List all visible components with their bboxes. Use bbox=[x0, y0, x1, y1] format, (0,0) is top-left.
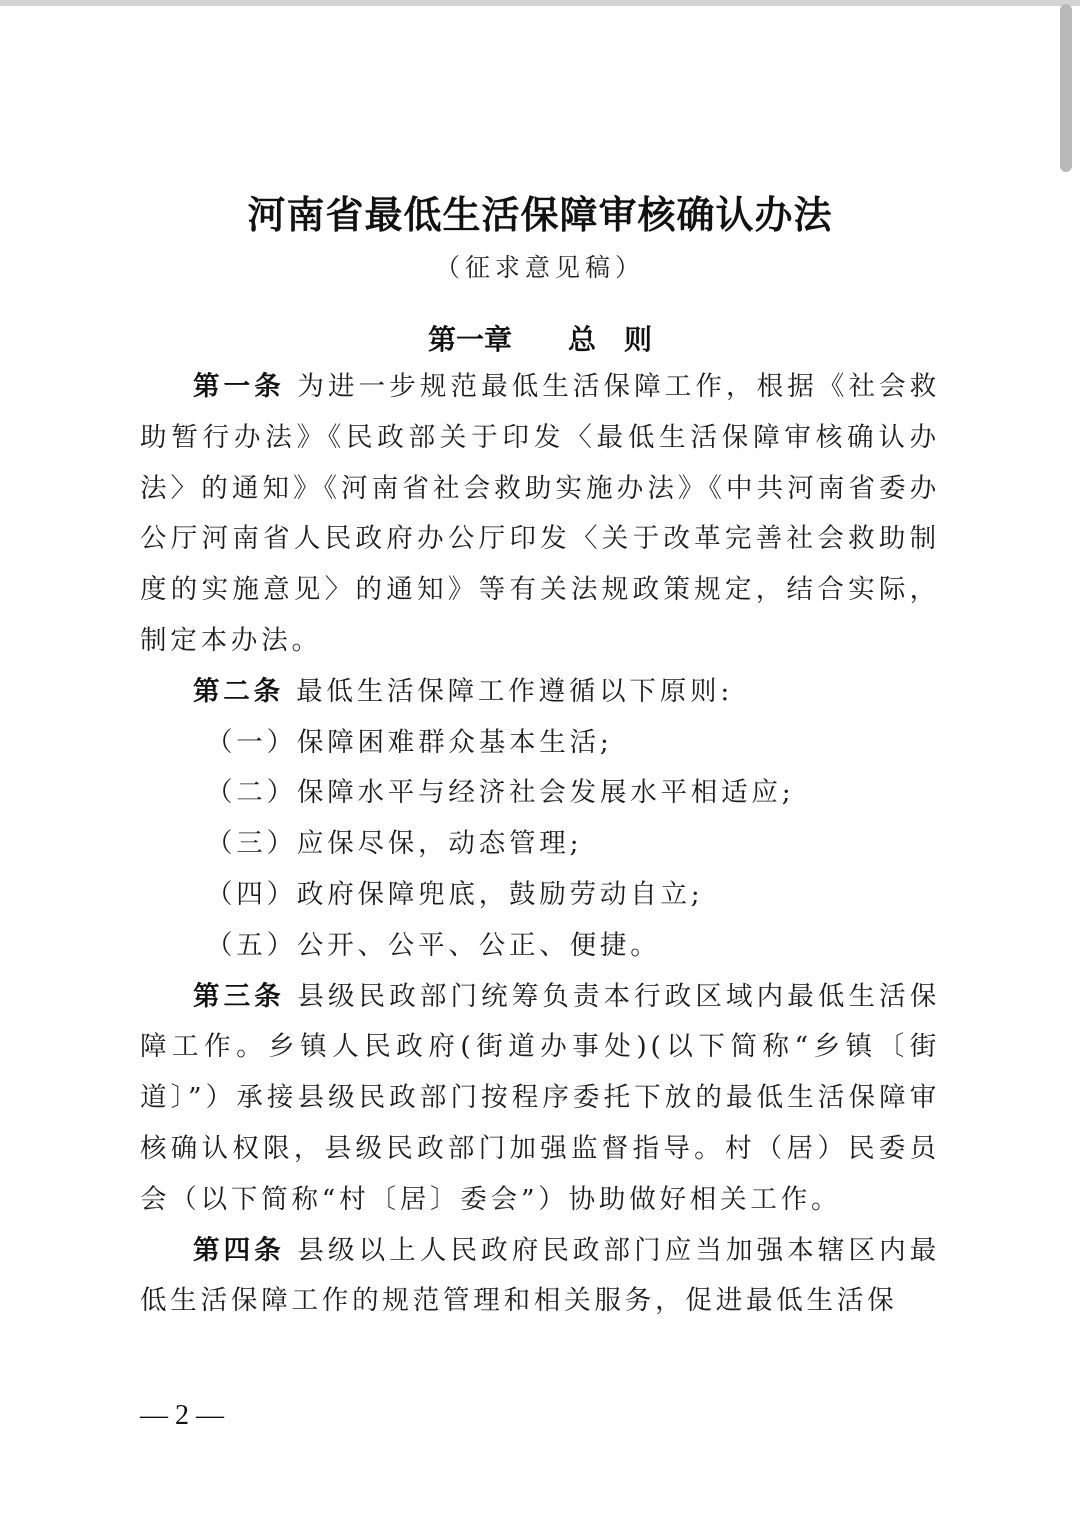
principle-item: （五）公开、公平、公正、便捷。 bbox=[206, 929, 661, 961]
principle-item: （四）政府保障兜底，鼓励劳动自立; bbox=[206, 878, 704, 910]
principle-item: （三）应保尽保，动态管理; bbox=[206, 828, 583, 860]
chapter-heading: 第一章 总 则 bbox=[427, 323, 652, 356]
document-body bbox=[140, 362, 940, 1327]
principle-item: （一）保障困难群众基本生活; bbox=[206, 726, 613, 758]
article-text: 最低生活保障工作遵循以下原则: bbox=[283, 675, 734, 707]
scrollbar-thumb[interactable] bbox=[1060, 4, 1072, 172]
article-text: 为进一步规范最低生活保障工作，根据《社会救助暂行办法》《民政部关于印发〈最低生活保障审核确认办法〉的通知》《河南省社会救助实施办法》《中共河南省委办公厅河南省人民政府办公厅印发〈关于改革完善社会救助制度的实施意见〉的通知》等有关法规政策规定，结合实际，制定本办法。 bbox=[140, 371, 940, 656]
article-text: 县级以上人民政府民政部门应当加强本辖区内最低生活保障工作的规范管理和相关服务，促进最低生活保 bbox=[140, 1234, 940, 1317]
document-title: 河南省最低生活保障审核确认办法 bbox=[247, 193, 833, 237]
principle-item: （二）保障水平与经济社会发展水平相适应; bbox=[206, 777, 795, 809]
page-number: — 2 — bbox=[140, 1400, 224, 1431]
top-edge-bar bbox=[0, 0, 1080, 6]
article-4 bbox=[140, 1226, 940, 1328]
article-number: 第二条 bbox=[193, 675, 284, 707]
article-1 bbox=[140, 362, 940, 667]
article-number: 第三条 bbox=[193, 980, 285, 1012]
article-number: 第四条 bbox=[193, 1234, 285, 1266]
article-text: 县级民政部门统筹负责本行政区域内最低生活保障工作。乡镇人民政府(街道办事处)(以下简称“乡镇〔街道〕”）承接县级民政部门按程序委托下放的最低生活保障审核确认权限，县级民政部门加强监督指导。村（居）民委员会（以下简称“村〔居〕委会”）协助做好相关工作。 bbox=[140, 980, 940, 1215]
article-2 bbox=[140, 667, 940, 718]
document-subtitle: （征求意见稿） bbox=[434, 253, 645, 282]
article-3 bbox=[140, 972, 940, 1226]
article-number: 第一条 bbox=[193, 371, 285, 402]
